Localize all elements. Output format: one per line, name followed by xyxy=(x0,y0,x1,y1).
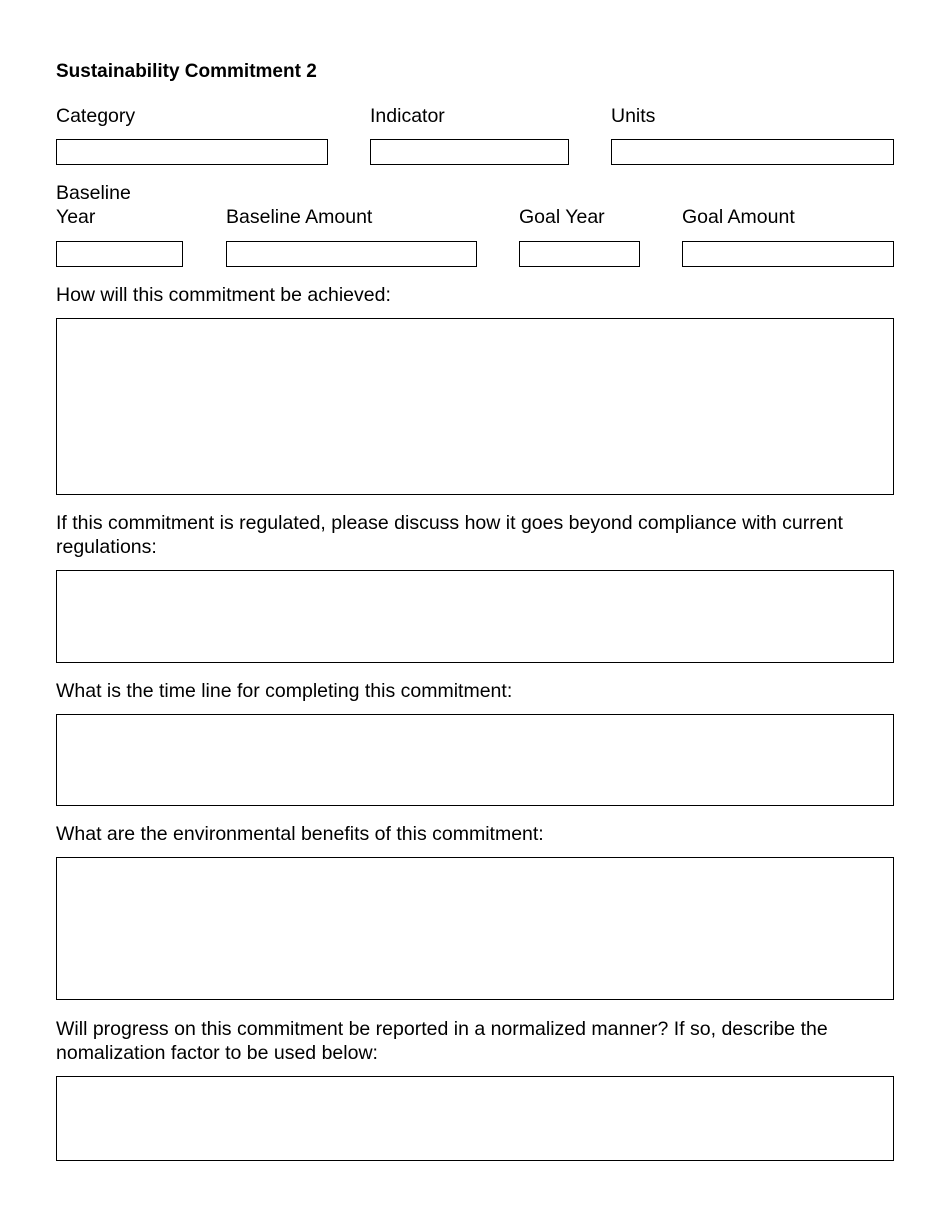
category-label: Category xyxy=(56,105,136,127)
baseline-year-label-line1: Baseline xyxy=(56,182,131,204)
goal-amount-label: Goal Amount xyxy=(682,206,795,228)
indicator-label: Indicator xyxy=(370,105,445,127)
normalized-question-line2: nomalization factor to be used below: xyxy=(56,1042,378,1064)
regulated-textarea[interactable] xyxy=(56,570,894,663)
goal-year-input[interactable] xyxy=(519,241,640,267)
normalized-textarea[interactable] xyxy=(56,1076,894,1161)
regulated-question-line1: If this commitment is regulated, please discuss how it goes beyond compliance with current xyxy=(56,512,843,534)
units-input[interactable] xyxy=(611,139,894,165)
timeline-textarea[interactable] xyxy=(56,714,894,806)
benefits-question: What are the environmental benefits of this commitment: xyxy=(56,823,544,845)
baseline-amount-label: Baseline Amount xyxy=(226,206,373,228)
page-title: Sustainability Commitment 2 xyxy=(56,61,317,82)
goal-year-label: Goal Year xyxy=(519,206,605,228)
regulated-question-line2: regulations: xyxy=(56,536,157,558)
units-label: Units xyxy=(611,105,656,127)
baseline-year-label-line2: Year xyxy=(56,206,96,228)
normalized-question-line1: Will progress on this commitment be reported in a normalized manner? If so, describe the xyxy=(56,1018,828,1040)
baseline-year-input[interactable] xyxy=(56,241,183,267)
baseline-amount-input[interactable] xyxy=(226,241,477,267)
achieved-textarea[interactable] xyxy=(56,318,894,495)
goal-amount-input[interactable] xyxy=(682,241,894,267)
timeline-question: What is the time line for completing this commitment: xyxy=(56,680,513,702)
indicator-input[interactable] xyxy=(370,139,569,165)
category-input[interactable] xyxy=(56,139,328,165)
achieved-question: How will this commitment be achieved: xyxy=(56,284,391,306)
benefits-textarea[interactable] xyxy=(56,857,894,1000)
